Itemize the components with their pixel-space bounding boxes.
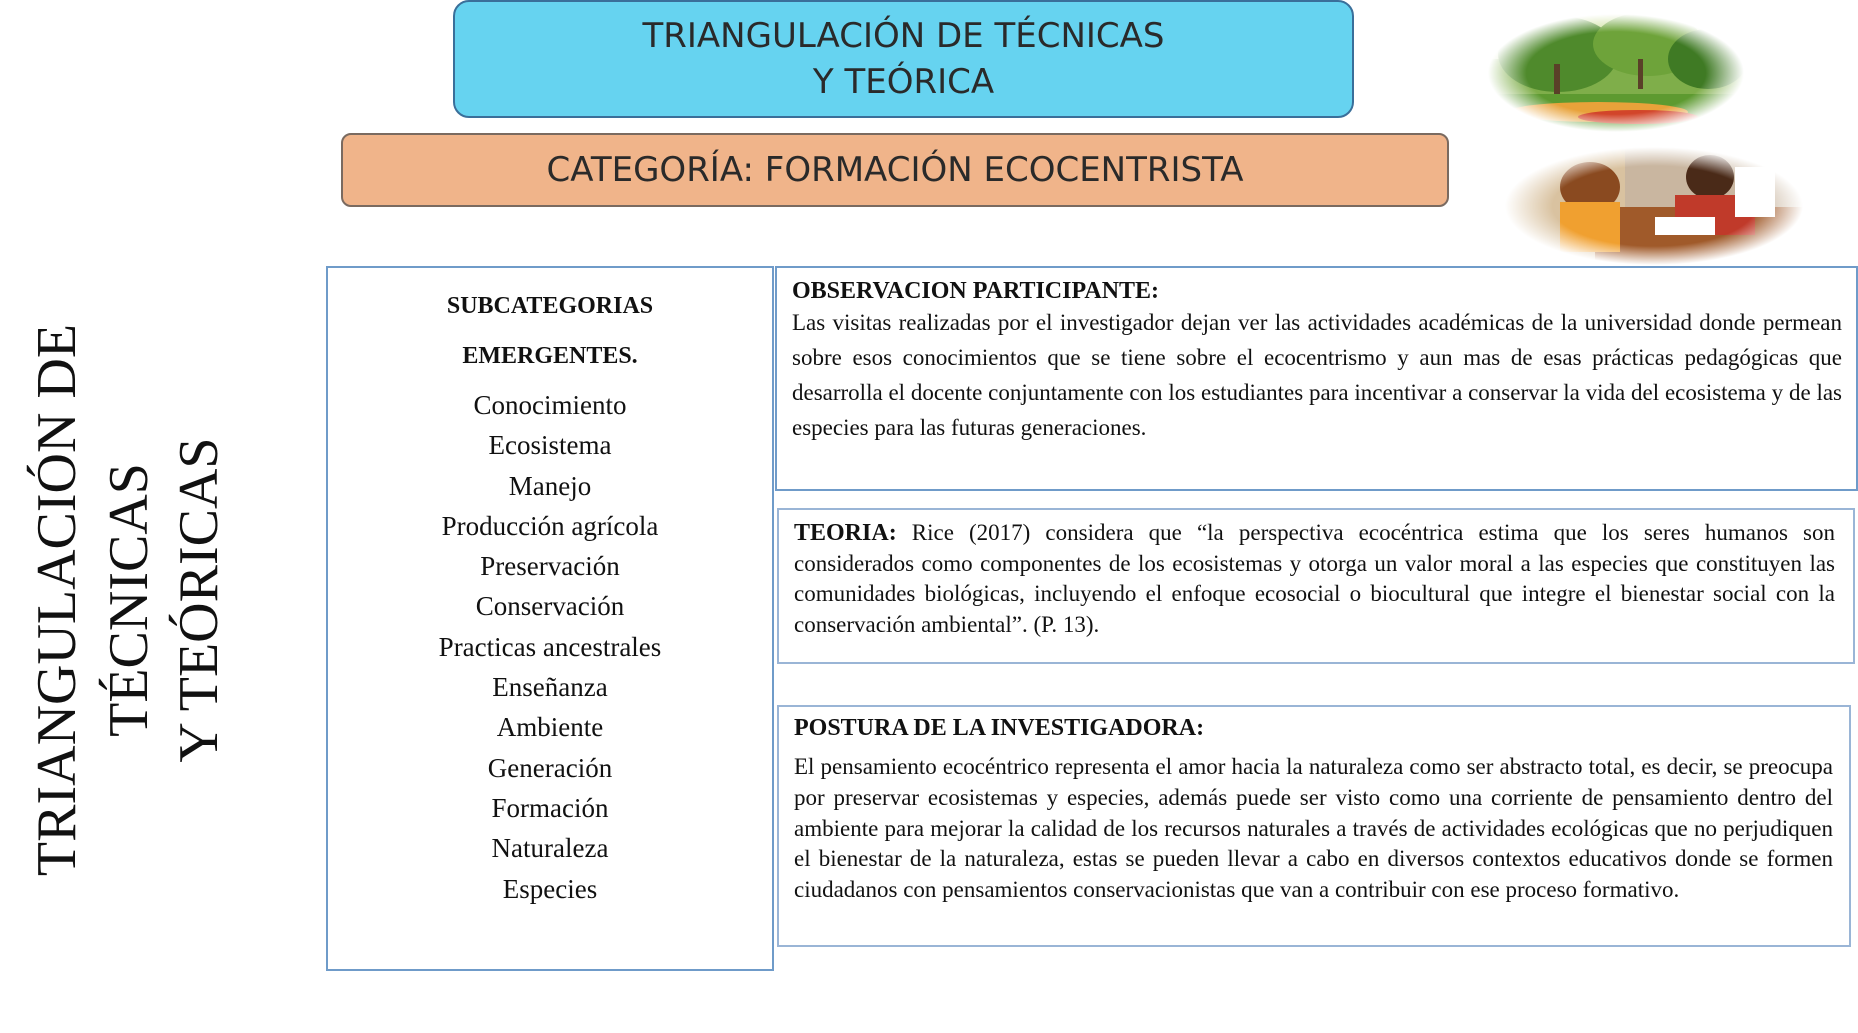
subcategories-list: [328, 385, 772, 909]
subcategories-panel: [326, 266, 774, 971]
observation-heading: OBSERVACION PARTICIPANTE:: [792, 278, 1160, 304]
main-title: [453, 0, 1354, 118]
list-item: Naturaleza: [491, 833, 609, 864]
category-label: CATEGORÍA: FORMACIÓN ECOCENTRISTA: [546, 150, 1244, 190]
list-item: Producción agrícola: [441, 510, 659, 541]
list-item: Generación: [487, 752, 613, 783]
list-item: Manejo: [508, 470, 592, 501]
list-item: Conocimiento: [473, 390, 627, 420]
category-banner: [341, 133, 1449, 207]
side-title-svg: [26, 260, 230, 940]
side-title-line2: TÉCNICAS: [98, 463, 160, 737]
theory-panel: [777, 508, 1855, 664]
main-title-line1: TRIANGULACIÓN DE TÉCNICAS: [642, 16, 1165, 56]
main-title-line2: Y TEÓRICA: [812, 62, 995, 102]
list-item: Formación: [491, 792, 609, 823]
list-item: Enseñanza: [492, 672, 608, 703]
observation-panel: [775, 266, 1858, 491]
side-vertical-title: [26, 260, 230, 940]
subcategories-heading-line2: EMERGENTES.: [462, 343, 638, 369]
list-item: Preservación: [480, 551, 620, 582]
theory-text: Rice (2017) considera que “la perspectiva ecocéntrica estima que los seres humanos son considerados como componentes de los ecosistemas y otorga un valor moral a las especies que constituyen las comunidades biológicas, incluyendo el enfoque ecosocial o biocultural que integre el bienestar social con la conservación ambiental”. (P. 13).: [794, 520, 1835, 637]
side-title-line1: TRIANGULACIÓN DE: [26, 323, 88, 877]
theory-paragraph: [794, 518, 1835, 640]
theory-heading: TEORIA:: [794, 520, 897, 546]
park-photo: [1488, 14, 1744, 132]
side-title-line3: Y TEÓRICAS: [168, 437, 230, 763]
stance-heading: POSTURA DE LA INVESTIGADORA:: [794, 715, 1205, 741]
list-item: Ecosistema: [488, 430, 612, 461]
subcategories-heading: [328, 281, 772, 381]
classroom-photo: [1505, 147, 1803, 265]
list-item: Conservación: [475, 591, 625, 622]
observation-text: Las visitas realizadas por el investigador dejan ver las actividades académicas de la universidad donde permean sobre esos conocimientos que se tiene sobre el ecocentrismo y aun mas de esas prácticas pedagógicas que desarrolla el docente conjuntamente con los estudiantes para incentivar a conservar la vida del ecosistema y de las especies para las futuras generaciones.: [792, 310, 1842, 440]
stance-text: El pensamiento ecocéntrico representa el amor hacia la naturaleza como ser abstracto total, es decir, se preocupa por preservar ecosistemas y especies, además puede ser visto como una corriente de pensamiento dentro del ambiente para mejorar la calidad de los recursos naturales a través de actividades ecológicas que no perjudiquen el bienestar de la naturaleza, estas se pueden llevar a cabo en diversos contextos educativos donde se formen ciudadanos con pensamientos conservacionistas que van a contribuir con ese proceso formativo.: [794, 754, 1833, 903]
stance-panel: [777, 705, 1851, 947]
list-item: Especies: [502, 873, 598, 904]
subcategories-heading-line1: SUBCATEGORIAS: [446, 293, 654, 319]
list-item: Ambiente: [496, 712, 604, 743]
list-item: Practicas ancestrales: [438, 631, 662, 662]
